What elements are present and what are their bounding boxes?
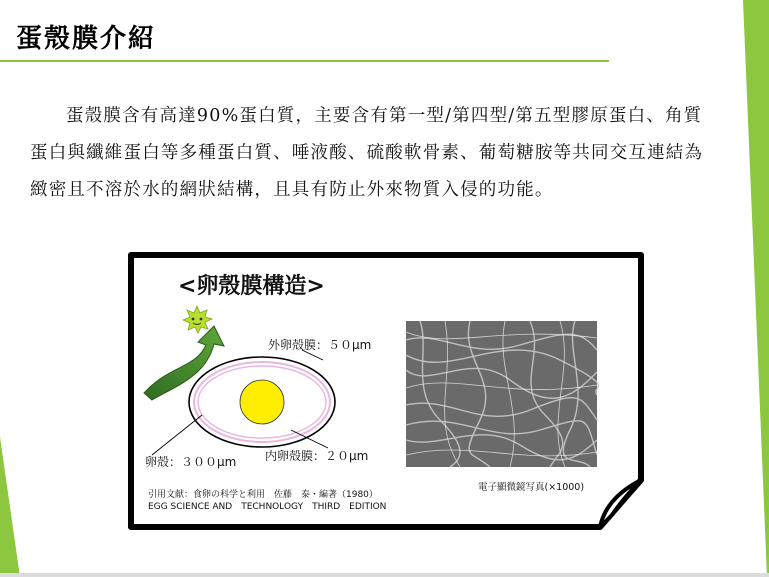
body-paragraph: 蛋殼膜含有高達90%蛋白質，主要含有第一型/第四型/第五型膠原蛋白、角質蛋白與纖維蛋白等多種蛋白質、唾液酸、硫酸軟骨素、葡萄糖胺等共同交互連結為緻密且不溶於水的網狀結構，且具有防止外來物質入侵的功能。 [30, 106, 704, 200]
outer-membrane-label: 外卵殻膜：５０μm [268, 338, 372, 352]
micrograph-caption: 電子顯微鏡写真(×1000) [478, 482, 585, 493]
figure-heading: <卵殼膜構造> [178, 274, 325, 299]
slide-title: 蛋殼膜介紹 [16, 24, 157, 54]
egg-yolk [240, 380, 284, 424]
bottom-bar [0, 573, 769, 577]
inner-membrane-label: 内卵殻膜：２０μm [265, 449, 369, 463]
shell-label: 卵殻：３００μm [145, 455, 237, 469]
reference-line-2: EGG SCIENCE AND TECHNOLOGY THIRD EDITION [148, 502, 387, 512]
reference-line-1: 引用文献：食卵の科学と利用 佐藤 泰・編著（1980） [148, 490, 378, 500]
electron-micrograph [406, 321, 598, 467]
